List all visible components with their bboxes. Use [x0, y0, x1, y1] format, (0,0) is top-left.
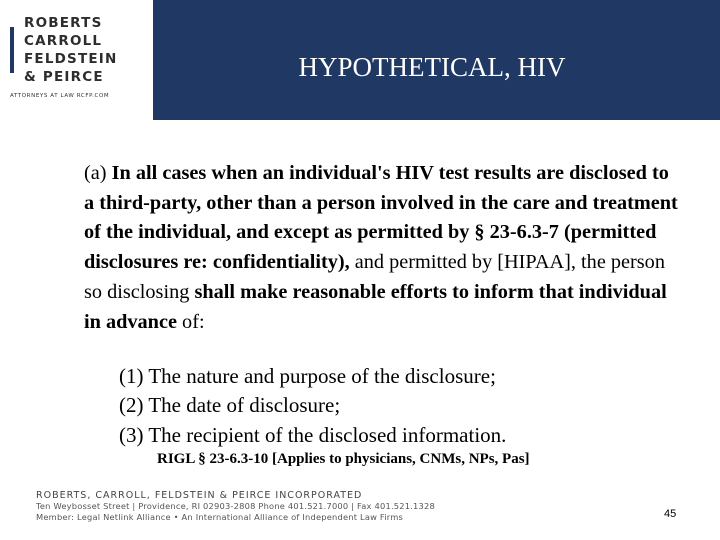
- paragraph-segment: of:: [176, 310, 205, 333]
- footer-membership: Member: Legal Netlink Alliance • An International Alliance of Independent Law Firms: [36, 512, 404, 522]
- paragraph-segment-bold: In all cases when an individual's HIV test results are disclosed to a third-party, other than a person involved in the care and treatment of the individual, and except as permitted by § 23-6.3-7 (permitted disclosures re: confidentiality),: [84, 162, 678, 274]
- list-item: (3) The recipient of the disclosed information.: [119, 423, 507, 447]
- firm-logo: [0, 0, 153, 120]
- footer: [36, 490, 435, 523]
- logo-wordmark: [24, 14, 118, 86]
- slide-title: HYPOTHETICAL, HIV: [298, 52, 566, 82]
- logo-line: FELDSTEIN: [24, 51, 118, 67]
- footer-firm-name: ROBERTS, CARROLL, FELDSTEIN & PEIRCE INCORPORATED: [36, 490, 363, 501]
- logo-line: CARROLL: [24, 33, 103, 49]
- statute-paragraph: [84, 159, 684, 337]
- logo-tagline: ATTORNEYS AT LAW RCFP.COM: [10, 93, 110, 99]
- logo-line: ROBERTS: [24, 15, 103, 31]
- paragraph-segment-bold: shall make reasonable efforts to inform that individual in advance: [84, 280, 667, 333]
- list-item: (1) The nature and purpose of the disclosure;: [119, 364, 496, 388]
- page-number: 45: [664, 508, 677, 520]
- paragraph-segment: (a): [84, 162, 112, 184]
- logo-accent-bar: [10, 27, 14, 73]
- list-item: (2) The date of disclosure;: [119, 393, 341, 417]
- statute-citation: RIGL § 23-6.3-10 [Applies to physicians, CNMs, NPs, Pas]: [157, 451, 530, 467]
- footer-address: Ten Weybosset Street | Providence, RI 02903-2808 Phone 401.521.7000 | Fax 401.521.1328: [36, 501, 435, 511]
- header-banner: [0, 0, 720, 120]
- paragraph-segment: and permitted by [HIPAA], the person so disclosing: [84, 251, 665, 303]
- logo-line: & PEIRCE: [24, 69, 104, 85]
